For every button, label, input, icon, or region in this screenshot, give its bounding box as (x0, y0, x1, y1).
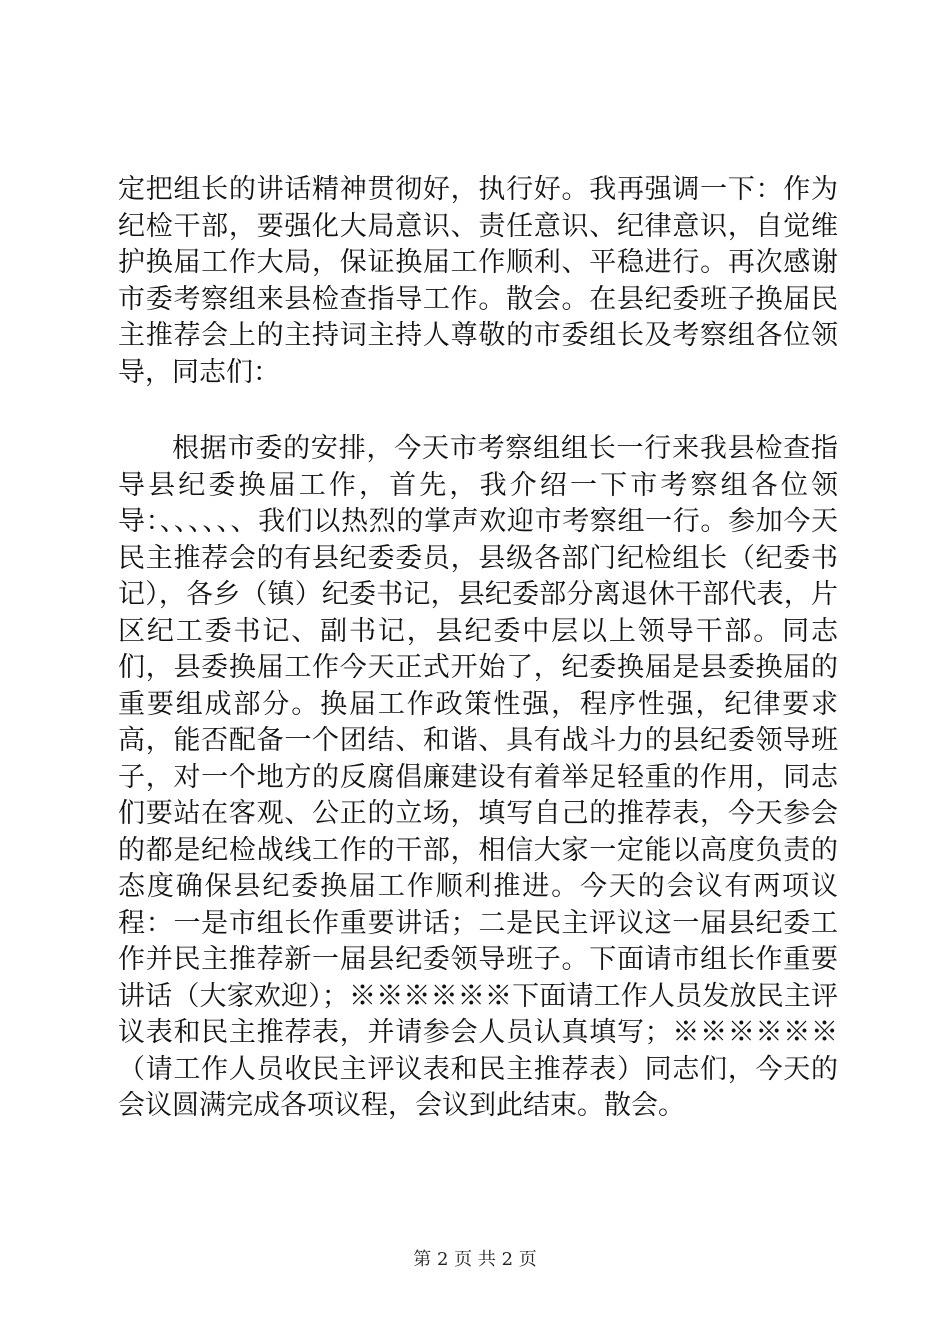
paragraph-speech: 根据市委的安排，今天市考察组组长一行来我县检查指导县纪委换届工作，首先，我介绍一下市考察组各位领导：、、、、、、我们以热烈的掌声欢迎市考察组一行。参加今天民主推荐会的有县纪委委员，县级各部门纪检组长（纪委书记），各乡（镇）纪委书记，县纪委部分离退休干部代表，片区纪工委书记、副书记，县纪委中层以上领导干部。同志们，县委换届工作今天正式开始了，纪委换届是县委换届的重要组成部分。换届工作政策性强，程序性强，纪律要求高，能否配备一个团结、和谐、具有战斗力的县纪委领导班子，对一个地方的反腐倡廉建设有着举足轻重的作用，同志们要站在客观、公正的立场，填写自己的推荐表，今天参会的都是纪检战线工作的干部，相信大家一定能以高度负责的态度确保县纪委换届工作顺利推进。今天的会议有两项议程：一是市组长作重要讲话；二是民主评议这一届县纪委工作并民主推荐新一届县纪委领导班子。下面请市组长作重要讲话（大家欢迎）；※※※※※※下面请工作人员发放民主评议表和民主推荐表，并请参会人员认真填写；※※※※※※（请工作人员收民主评议表和民主推荐表）同志们，今天的会议圆满完成各项议程，会议到此结束。散会。 (118, 433, 838, 1121)
paragraph-continuation: 定把组长的讲话精神贯彻好，执行好。我再强调一下：作为纪检干部，要强化大局意识、责任意识、纪律意识，自觉维护换届工作大局，保证换届工作顺利、平稳进行。再次感谢市委考察组来县检查指导工作。散会。在县纪委班子换届民主推荐会上的主持词主持人尊敬的市委组长及考察组各位领导，同志们： (118, 174, 838, 388)
paragraph-spacer (118, 391, 838, 431)
page-number-footer: 第 2 页 共 2 页 (413, 1249, 537, 1270)
document-body (118, 172, 838, 1125)
